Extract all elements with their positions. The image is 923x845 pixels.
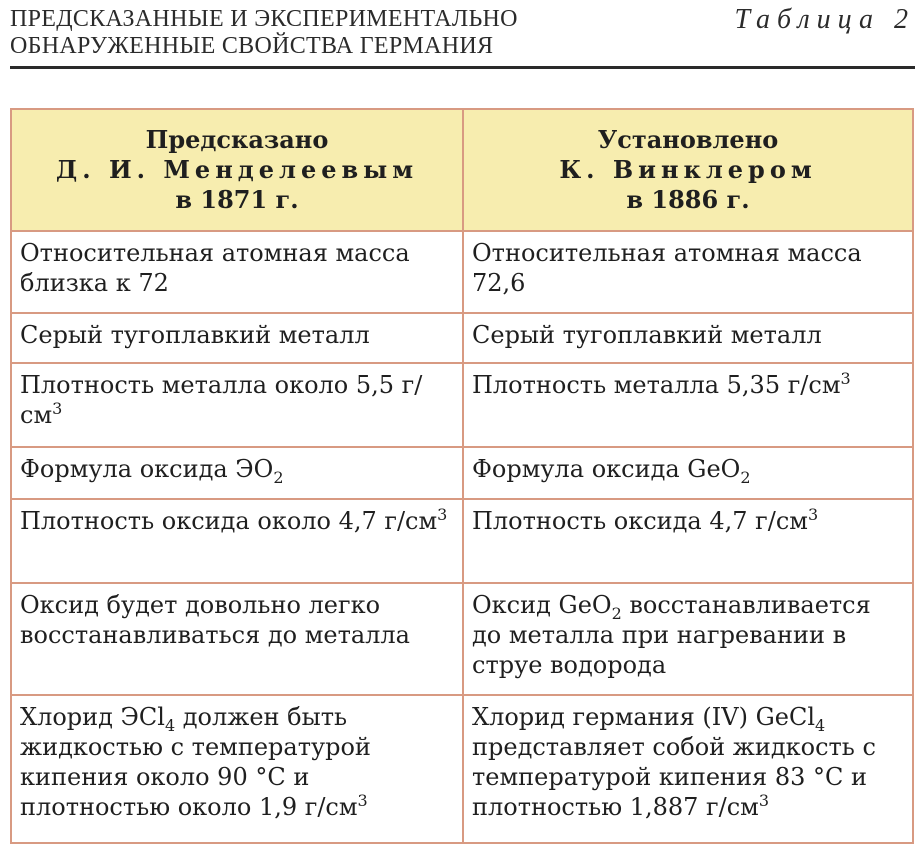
cell-text: Хлорид германия (IV) GeCl: [472, 703, 816, 731]
cell-predicted: Серый тугоплавкий металл: [11, 313, 463, 363]
cell-text: Плотность оксида около 4,7 г/см: [20, 507, 438, 535]
cell-established: [463, 695, 913, 843]
subscript: 2: [740, 467, 751, 487]
cell-text: Оксид GeO: [472, 591, 612, 619]
superscript: 3: [807, 505, 819, 524]
column-header-line: в 1871 г.: [175, 185, 299, 214]
cell-text: должен быть жидкостью с температурой кипения около 90 °С и плотностью около 1,9 г/см: [20, 703, 371, 821]
page-title-line-1: ПРЕДСКАЗАННЫЕ И ЭКСПЕРИМЕНТАЛЬНО: [10, 6, 518, 32]
cell-predicted: [11, 363, 463, 447]
page-title-line-2: ОБНАРУЖЕННЫЕ СВОЙСТВА ГЕРМАНИЯ: [10, 33, 494, 59]
superscript: 3: [437, 505, 448, 524]
subscript: 2: [611, 603, 622, 623]
cell-established: [463, 583, 913, 695]
superscript: 3: [357, 791, 368, 810]
cell-established: [463, 499, 913, 583]
column-header-established: [463, 109, 913, 231]
cell-text: Формула оксида GeO: [472, 455, 741, 483]
cell-established: Серый тугоплавкий металл: [463, 313, 913, 363]
table-row: [11, 363, 913, 447]
superscript: 3: [758, 791, 770, 810]
page-header: [10, 6, 915, 64]
column-header-line: Установлено: [597, 125, 779, 154]
page-title: [10, 6, 518, 60]
cell-established: [463, 363, 913, 447]
germanium-properties-table: [10, 108, 914, 844]
cell-predicted: Относительная атомная масса близка к 72: [11, 231, 463, 313]
column-header-line: К. Винклером: [559, 155, 817, 184]
table-row: [11, 447, 913, 499]
cell-predicted: [11, 447, 463, 499]
table-row: [11, 695, 913, 843]
cell-established: Относительная атомная масса 72,6: [463, 231, 913, 313]
cell-text: Плотность оксида 4,7 г/см: [472, 507, 808, 535]
table-header-row: [11, 109, 913, 231]
cell-predicted: [11, 499, 463, 583]
table-row: [11, 499, 913, 583]
cell-predicted: Оксид будет довольно легко восстанавливаться до металла: [11, 583, 463, 695]
cell-text: Плотность металла около 5,5 г/см: [20, 371, 423, 429]
cell-text: Хлорид ЭCl: [20, 703, 165, 731]
table-row: [11, 231, 913, 313]
cell-predicted: [11, 695, 463, 843]
column-header-line: Д. И. Менделеевым: [55, 155, 419, 184]
cell-established: [463, 447, 913, 499]
superscript: 3: [52, 399, 63, 418]
header-divider: [10, 66, 915, 69]
column-header-predicted: [11, 109, 463, 231]
table-row: [11, 583, 913, 695]
column-header-line: в 1886 г.: [626, 185, 750, 214]
cell-text: представляет собой жидкость с температурой кипения 83 °С и плотностью 1,887 г/см: [472, 733, 876, 821]
table-row: [11, 313, 913, 363]
cell-text: Формула оксида ЭО: [20, 455, 274, 483]
table-number-label: Таблица 2: [734, 4, 915, 35]
superscript: 3: [840, 369, 851, 388]
subscript: 4: [815, 715, 826, 735]
cell-text: Плотность металла 5,35 г/см: [472, 371, 841, 399]
column-header-line: Предсказано: [145, 125, 329, 154]
subscript: 2: [273, 467, 284, 487]
subscript: 4: [164, 715, 176, 735]
cell-text: восстанавливается до металла при нагревании в струе водорода: [472, 591, 871, 679]
